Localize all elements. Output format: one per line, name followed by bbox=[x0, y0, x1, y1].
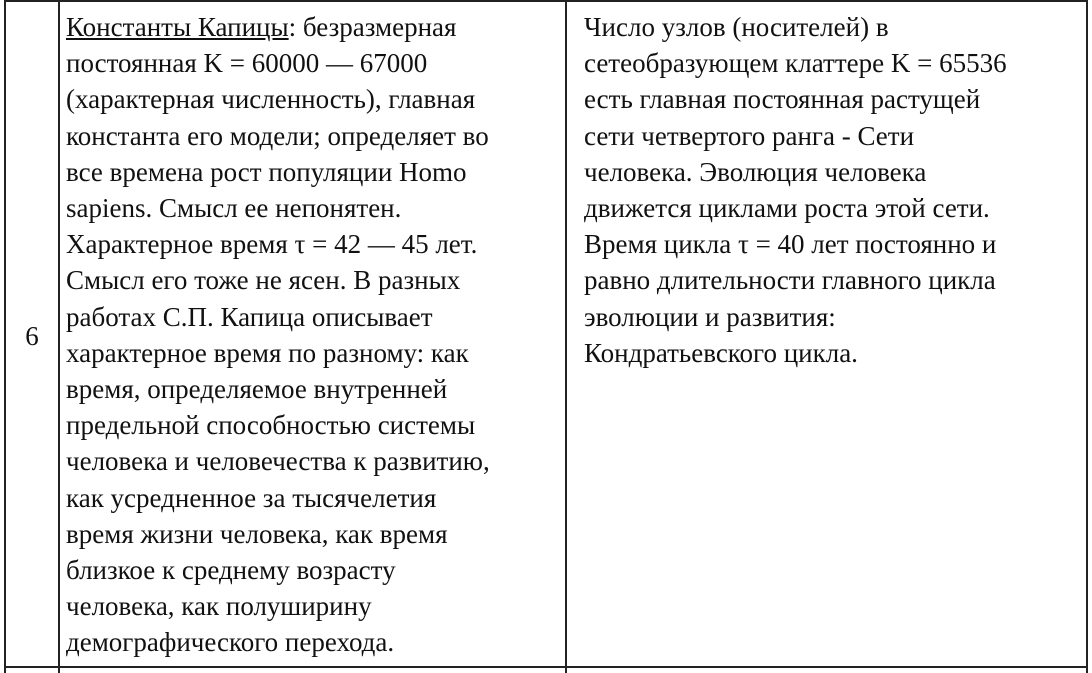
cell-line: сети четвертого ранга - Сети bbox=[584, 120, 915, 151]
cell-line: человека и человечества к развитию, bbox=[66, 446, 490, 477]
cell-line: близкое к среднему возрасту bbox=[66, 555, 396, 586]
cell-line: sapiens. Смысл ее непонятен. bbox=[66, 193, 402, 224]
row-number: 6 bbox=[25, 321, 39, 351]
cell-line: демографического перехода. bbox=[66, 627, 395, 658]
cell-line: равно длительности главного цикла bbox=[584, 265, 996, 296]
cell-line: движется циклами роста этой сети. bbox=[584, 193, 990, 224]
column-divider-1 bbox=[58, 2, 60, 673]
cell-line: есть главная постоянная растущей bbox=[584, 84, 981, 115]
cell-line: работах С.П. Капица описывает bbox=[66, 301, 433, 332]
row-bottom-border bbox=[6, 666, 1086, 668]
cell-line: характерное время по разному: как bbox=[66, 337, 469, 368]
kapitsa-constants-cell bbox=[66, 9, 490, 661]
cell-line: эволюции и развития: bbox=[584, 301, 836, 332]
cell-line: все времена рост популяции Homo bbox=[66, 156, 467, 187]
term-kapitsa-constants: Константы Капицы bbox=[66, 12, 289, 42]
cell-line: Кондратьевского цикла. bbox=[584, 337, 858, 368]
cell-line: (характерная численность), главная bbox=[66, 84, 476, 115]
cell-line: время жизни человека, как время bbox=[66, 518, 448, 549]
cell-line: Время цикла τ = 40 лет постоянно и bbox=[584, 229, 997, 260]
cell-line bbox=[66, 9, 490, 45]
cell-line: сетеобразующем клаттере K = 65536 bbox=[584, 48, 1007, 79]
cell-line: человека. Эволюция человека bbox=[584, 156, 927, 187]
cell-line: Характерное время τ = 42 — 45 лет. bbox=[66, 229, 478, 260]
term-continuation: : безразмерная bbox=[288, 12, 457, 42]
cell-line: Число узлов (носителей) в bbox=[584, 12, 889, 42]
cell-line: постоянная K = 60000 — 67000 bbox=[66, 48, 428, 79]
column-divider-2 bbox=[565, 2, 567, 673]
cell-line: Смысл его тоже не ясен. В разных bbox=[66, 265, 461, 296]
cell-line: человека, как полуширину bbox=[66, 591, 372, 622]
row-number-cell bbox=[12, 318, 52, 354]
network-cluster-cell bbox=[584, 9, 1007, 371]
cell-line: константа его модели; определяет во bbox=[66, 120, 489, 151]
cell-line: предельной способностью системы bbox=[66, 410, 476, 441]
cell-line: как усредненное за тысячелетия bbox=[66, 482, 437, 513]
cell-line: время, определяемое внутренней bbox=[66, 374, 448, 405]
